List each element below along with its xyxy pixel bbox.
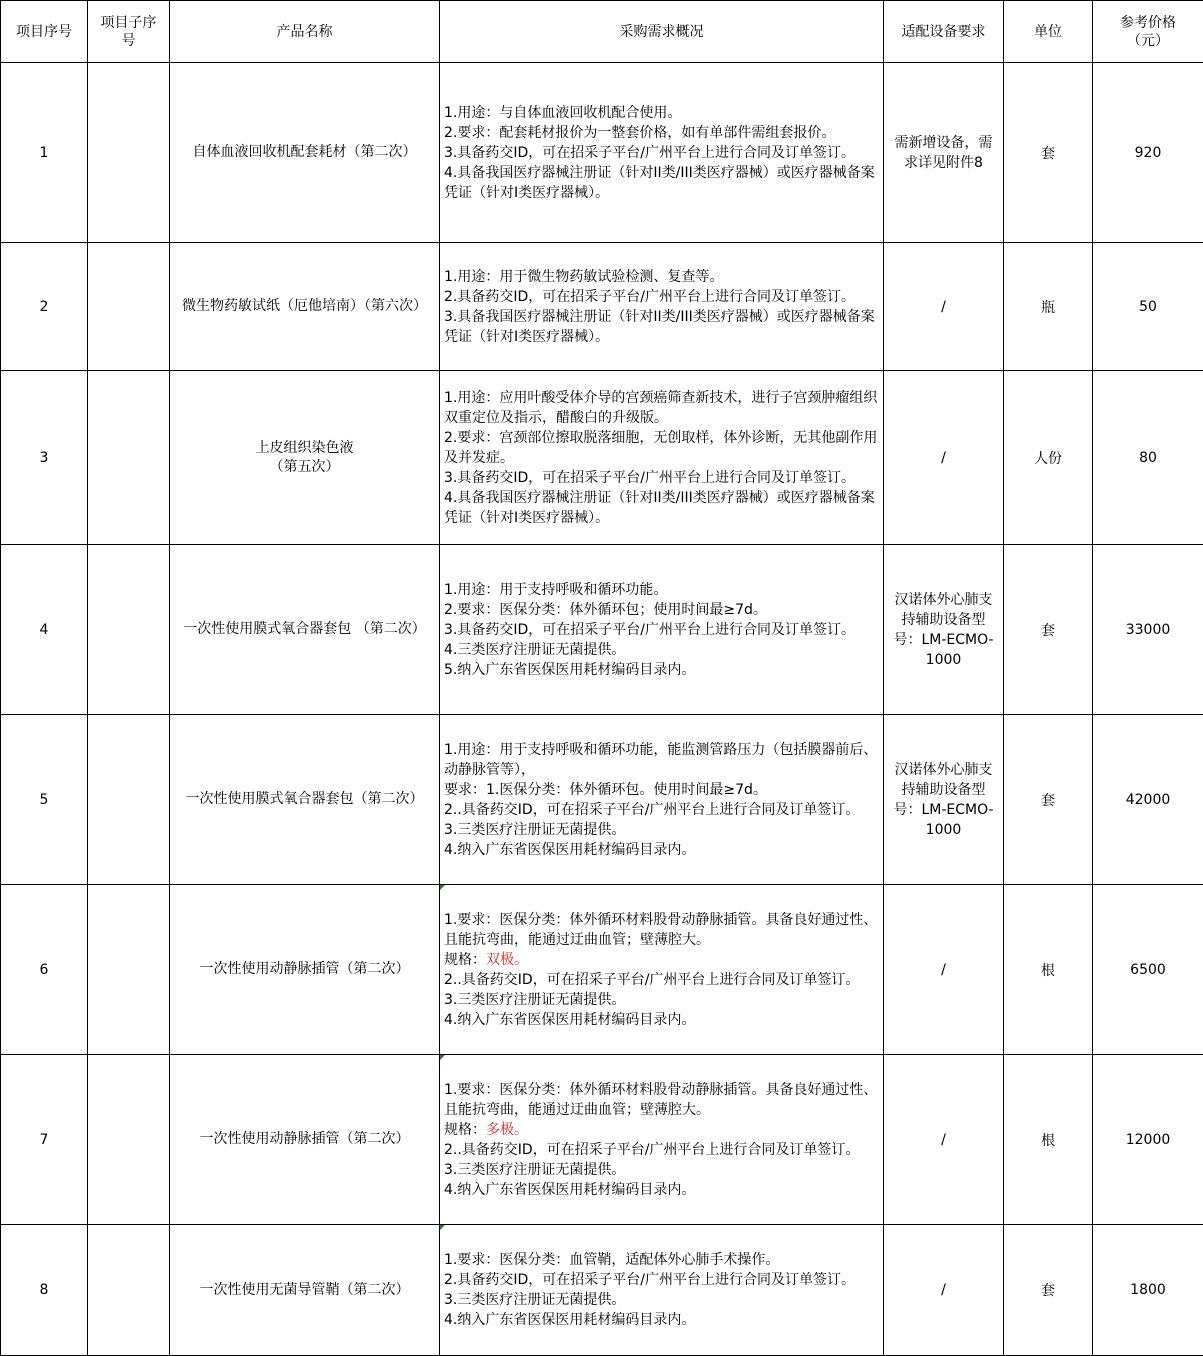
requirements-cell (440, 243, 884, 371)
header-product-name: 产品名称 (170, 1, 440, 63)
requirement-line: 3.具备我国医疗器械注册证（针对II类/III类医疗器械）或医疗器械备案凭证（针对I类医疗器械）。 (444, 307, 881, 347)
header-sub-no: 项目子序号 (88, 1, 170, 63)
requirement-line: 2.要求：配套耗材报价为一整套价格，如有单部件需组套报价。 (444, 123, 881, 143)
table-row (1, 243, 1203, 371)
sub-no-cell (88, 885, 170, 1055)
equipment-cell: / (884, 1225, 1004, 1356)
cell-marker-icon (440, 1225, 445, 1230)
requirement-line: 4.纳入广东省医保医用耗材编码目录内。 (444, 1180, 881, 1200)
project-no-cell: 5 (1, 715, 88, 885)
requirement-line: 3.具备药交ID，可在招采子平台/广州平台上进行合同及订单签订。 (444, 620, 881, 640)
requirement-line: 4.纳入广东省医保医用耗材编码目录内。 (444, 1310, 881, 1330)
table-row (1, 885, 1203, 1055)
unit-cell: 人份 (1004, 371, 1093, 545)
product-name-text: 一次性使用膜式氧合器套包 （第二次） (174, 620, 435, 639)
requirement-line: 1.要求：医保分类：体外循环材料股骨动静脉插管。具备良好通过性、且能抗弯曲，能通过迂曲血管；壁薄腔大。 (444, 910, 881, 950)
requirement-line: 4.纳入广东省医保医用耗材编码目录内。 (444, 1010, 881, 1030)
requirements-cell (440, 715, 884, 885)
unit-cell: 瓶 (1004, 243, 1093, 371)
unit-cell: 根 (1004, 885, 1093, 1055)
price-cell: 1800 (1093, 1225, 1203, 1356)
header-equipment: 适配设备要求 (884, 1, 1004, 63)
requirements-cell (440, 545, 884, 715)
requirement-line: 2..具备药交ID，可在招采子平台/广州平台上进行合同及订单签订。 (444, 970, 881, 990)
product-name-text: 一次性使用动静脉插管（第二次） (174, 960, 435, 979)
cell-marker-icon (440, 1055, 445, 1060)
product-name-cell (170, 371, 440, 545)
equipment-cell: 汉诺体外心肺支持辅助设备型号：LM-ECMO-1000 (884, 545, 1004, 715)
requirement-line: 1.用途：与自体血液回收机配合使用。 (444, 103, 881, 123)
project-no-cell: 6 (1, 885, 88, 1055)
price-cell: 42000 (1093, 715, 1203, 885)
product-name-text: 一次性使用膜式氧合器套包（第二次） (174, 790, 435, 809)
table-row (1, 1055, 1203, 1225)
unit-cell: 套 (1004, 63, 1093, 243)
sub-no-cell (88, 1225, 170, 1356)
spec-label: 规格： (444, 952, 486, 968)
requirement-line: 1.用途：用于微生物药敏试验检测、复查等。 (444, 267, 881, 287)
sub-no-cell (88, 63, 170, 243)
unit-cell: 套 (1004, 715, 1093, 885)
equipment-cell: 汉诺体外心肺支持辅助设备型号：LM-ECMO-1000 (884, 715, 1004, 885)
requirement-line: 1.要求：医保分类：体外循环材料股骨动静脉插管。具备良好通过性、且能抗弯曲，能通过迂曲血管；壁薄腔大。 (444, 1080, 881, 1120)
sub-no-cell (88, 371, 170, 545)
requirement-line: 3.三类医疗注册证无菌提供。 (444, 1290, 881, 1310)
unit-cell: 套 (1004, 1225, 1093, 1356)
requirement-line: 2.要求：医保分类：体外循环包；使用时间最≥7d。 (444, 600, 881, 620)
requirement-line: 1.用途：用于支持呼吸和循环功能。 (444, 580, 881, 600)
product-name-cell (170, 63, 440, 243)
equipment-cell: 需新增设备，需求详见附件8 (884, 63, 1004, 243)
requirements-cell (440, 63, 884, 243)
product-name-cell (170, 545, 440, 715)
price-cell: 6500 (1093, 885, 1203, 1055)
table-row (1, 715, 1203, 885)
project-no-cell: 1 (1, 63, 88, 243)
requirement-line: 4.纳入广东省医保医用耗材编码目录内。 (444, 840, 881, 860)
table-row (1, 63, 1203, 243)
spec-value: 双极。 (486, 952, 528, 968)
project-no-cell: 2 (1, 243, 88, 371)
product-name-cell (170, 1055, 440, 1225)
price-cell: 920 (1093, 63, 1203, 243)
requirement-line: 4.具备我国医疗器械注册证（针对II类/III类医疗器械）或医疗器械备案凭证（针对I类医疗器械）。 (444, 488, 881, 528)
sub-no-cell (88, 715, 170, 885)
requirement-line: 2.要求：宫颈部位擦取脱落细胞，无创取样，体外诊断，无其他副作用及并发症。 (444, 428, 881, 468)
price-cell: 50 (1093, 243, 1203, 371)
requirement-line: 5.纳入广东省医保医用耗材编码目录内。 (444, 660, 881, 680)
requirement-line: 3.具备药交ID，可在招采子平台/广州平台上进行合同及订单签订。 (444, 468, 881, 488)
cell-marker-icon (440, 885, 445, 890)
spec-line (444, 950, 881, 970)
table-row (1, 545, 1203, 715)
spec-value: 多极。 (486, 1122, 528, 1138)
project-no-cell: 4 (1, 545, 88, 715)
project-no-cell: 3 (1, 371, 88, 545)
requirement-line: 1.要求：医保分类：血管鞘，适配体外心肺手术操作。 (444, 1250, 881, 1270)
requirement-line: 3.具备药交ID，可在招采子平台/广州平台上进行合同及订单签订。 (444, 143, 881, 163)
requirement-line: 1.用途：应用叶酸受体介导的宫颈癌筛查新技术，进行子宫颈肿瘤组织双重定位及指示，醋酸白的升级版。 (444, 388, 881, 428)
unit-cell: 套 (1004, 545, 1093, 715)
spec-label: 规格： (444, 1122, 486, 1138)
equipment-cell: / (884, 885, 1004, 1055)
equipment-cell: / (884, 243, 1004, 371)
requirements-cell (440, 371, 884, 545)
requirements-cell (440, 885, 884, 1055)
sub-no-cell (88, 1055, 170, 1225)
product-name-cell (170, 885, 440, 1055)
product-name-text: 一次性使用动静脉插管（第二次） (174, 1130, 435, 1149)
sub-no-cell (88, 243, 170, 371)
header-row (1, 1, 1203, 63)
equipment-cell: / (884, 1055, 1004, 1225)
sub-no-cell (88, 545, 170, 715)
requirement-line: 3.三类医疗注册证无菌提供。 (444, 820, 881, 840)
price-cell: 33000 (1093, 545, 1203, 715)
table-row (1, 1225, 1203, 1356)
equipment-cell: / (884, 371, 1004, 545)
product-name-cell (170, 715, 440, 885)
requirement-line: 2.具备药交ID，可在招采子平台/广州平台上进行合同及订单签订。 (444, 287, 881, 307)
requirement-line: 2.具备药交ID，可在招采子平台/广州平台上进行合同及订单签订。 (444, 1270, 881, 1290)
requirement-line: 要求：1.医保分类：体外循环包。使用时间最≥7d。 (444, 780, 881, 800)
unit-cell: 根 (1004, 1055, 1093, 1225)
product-name-text: 微生物药敏试纸（厄他培南）（第六次） (174, 297, 435, 316)
table-row (1, 371, 1203, 545)
price-cell: 80 (1093, 371, 1203, 545)
product-name-text: 一次性使用无菌导管鞘（第二次） (174, 1281, 435, 1300)
requirement-line: 1.用途：用于支持呼吸和循环功能，能监测管路压力（包括膜器前后、动静脉管等）， (444, 740, 881, 780)
product-name-cell (170, 243, 440, 371)
project-no-cell: 7 (1, 1055, 88, 1225)
requirement-line: 3.三类医疗注册证无菌提供。 (444, 1160, 881, 1180)
header-requirements: 采购需求概况 (440, 1, 884, 63)
header-price: 参考价格（元） (1093, 1, 1203, 63)
spec-line (444, 1120, 881, 1140)
product-name-text: 自体血液回收机配套耗材（第二次） (174, 143, 435, 162)
product-name-text: 上皮组织染色液 (174, 439, 435, 458)
header-unit: 单位 (1004, 1, 1093, 63)
header-project-no: 项目序号 (1, 1, 88, 63)
product-name-cell (170, 1225, 440, 1356)
product-name-suffix: （第五次） (174, 458, 435, 477)
requirement-line: 2..具备药交ID，可在招采子平台/广州平台上进行合同及订单签订。 (444, 1140, 881, 1160)
requirement-line: 3.三类医疗注册证无菌提供。 (444, 990, 881, 1010)
requirement-line: 4.具备我国医疗器械注册证（针对II类/III类医疗器械）或医疗器械备案凭证（针对I类医疗器械）。 (444, 163, 881, 203)
project-no-cell: 8 (1, 1225, 88, 1356)
price-cell: 12000 (1093, 1055, 1203, 1225)
requirements-cell (440, 1225, 884, 1356)
requirements-cell (440, 1055, 884, 1225)
requirement-line: 2..具备药交ID，可在招采子平台/广州平台上进行合同及订单签订。 (444, 800, 881, 820)
requirement-line: 4.三类医疗注册证无菌提供。 (444, 640, 881, 660)
